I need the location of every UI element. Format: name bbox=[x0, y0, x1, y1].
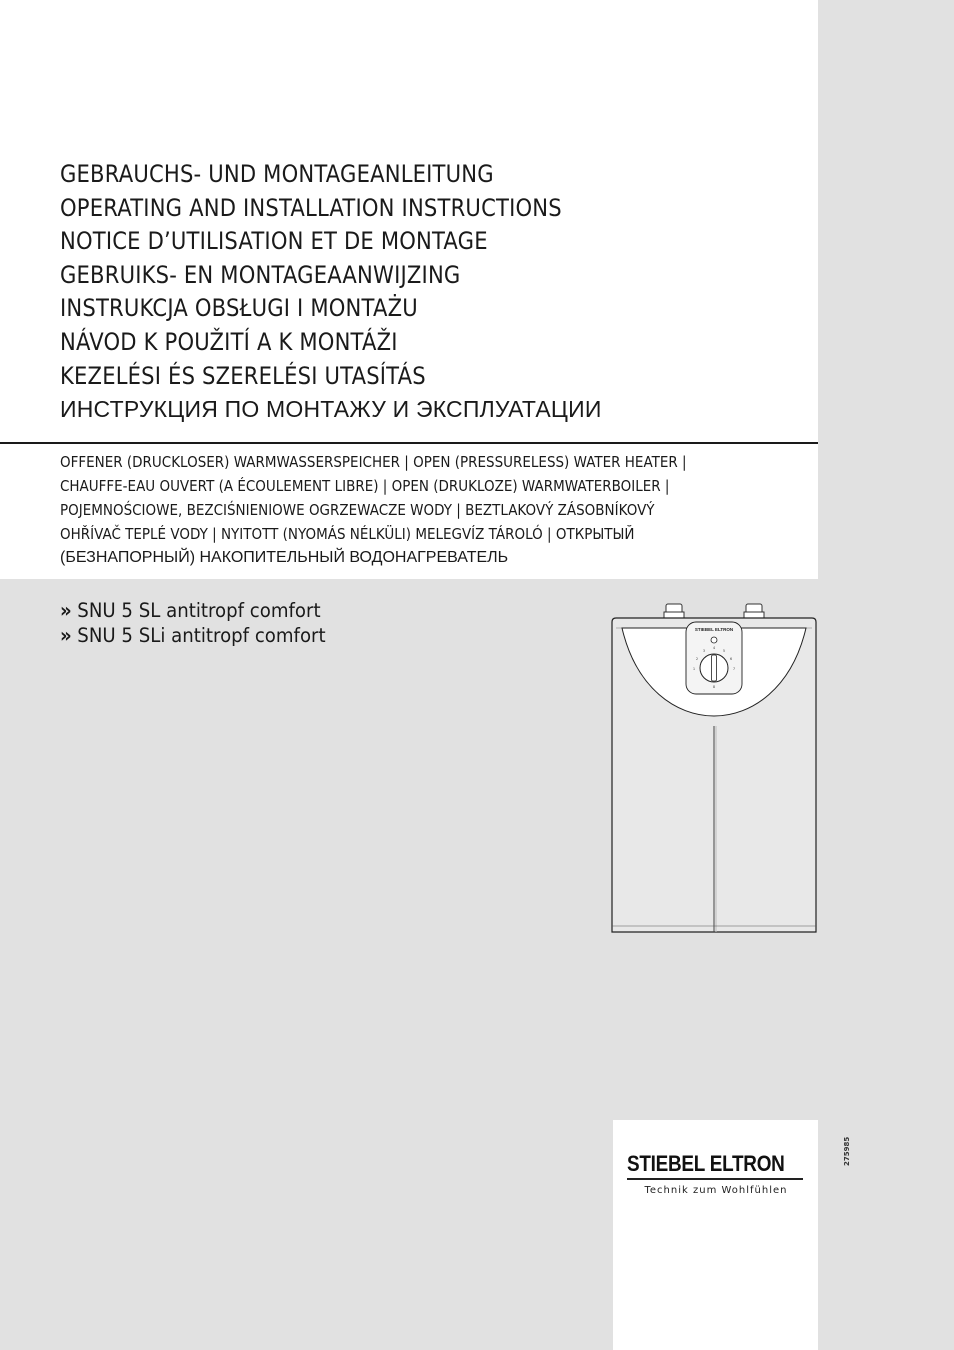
water-heater-illustration bbox=[606, 598, 822, 938]
svg-text:1: 1 bbox=[692, 667, 696, 671]
title-block bbox=[60, 158, 810, 427]
product-type-line: OFFENER (DRUCKLOSER) WARMWASSERSPEICHER | OPEN (PRESSURELESS) WATER HEATER | bbox=[60, 453, 687, 471]
document-number: 275985 bbox=[843, 1136, 851, 1166]
svg-text:7: 7 bbox=[732, 667, 736, 671]
product-type-line: CHAUFFE-EAU OUVERT (A ÉCOULEMENT LIBRE) | OPEN (DRUKLOZE) WARMWATERBOILER | bbox=[60, 477, 670, 495]
title-cs: NÁVOD K POUŽITÍ A K MONTÁŽI bbox=[60, 327, 398, 356]
pipe-connector-right bbox=[744, 604, 764, 618]
title-divider bbox=[0, 442, 818, 444]
pipe-connector-left bbox=[664, 604, 684, 618]
title-pl: INSTRUKCJA OBSŁUGI I MONTAŻU bbox=[60, 294, 418, 323]
product-type-line: POJEMNOŚCIOWE, BEZCIŚNIENIOWE OGRZEWACZE WODY | BEZTLAKOVÝ ZÁSOBNÍKOVÝ bbox=[60, 501, 655, 519]
product-type-line: (БЕЗНАПОРНЫЙ) НАКОПИТЕЛЬНЫЙ ВОДОНАГРЕВАТЕЛЬ bbox=[60, 549, 509, 566]
model-name: SNU 5 SLi antitropf comfort bbox=[77, 624, 326, 647]
chevron-marker: » bbox=[60, 599, 72, 622]
brand-logo: STIEBEL ELTRON bbox=[627, 1151, 785, 1176]
chevron-marker: » bbox=[60, 624, 72, 647]
svg-text:3: 3 bbox=[702, 649, 706, 653]
brand-tagline: Technik zum Wohlfühlen bbox=[644, 1185, 788, 1196]
panel-label: STIEBEL ELTRON bbox=[694, 627, 734, 632]
svg-text:6: 6 bbox=[729, 657, 733, 661]
svg-text:2: 2 bbox=[695, 657, 699, 661]
title-de: GEBRAUCHS- UND MONTAGEANLEITUNG bbox=[60, 160, 494, 188]
title-ru: ИНСТРУКЦИЯ ПО МОНТАЖУ И ЭКСПЛУАТАЦИИ bbox=[60, 396, 602, 423]
dial-grip bbox=[712, 655, 717, 681]
indicator-lamp bbox=[711, 637, 717, 643]
svg-text:8: 8 bbox=[712, 685, 716, 689]
model-list bbox=[60, 598, 346, 648]
svg-text:5: 5 bbox=[722, 649, 726, 653]
model-item bbox=[60, 598, 326, 623]
logo-underline bbox=[627, 1178, 803, 1180]
side-strip bbox=[818, 0, 954, 1350]
model-name: SNU 5 SL antitropf comfort bbox=[77, 599, 321, 622]
svg-text:4: 4 bbox=[712, 646, 716, 650]
title-hu: KEZELÉSI ÉS SZERELÉSI UTASÍTÁS bbox=[60, 361, 426, 390]
model-item bbox=[60, 623, 326, 648]
title-en: OPERATING AND INSTALLATION INSTRUCTIONS bbox=[60, 193, 562, 222]
product-type-line: OHŘÍVAČ TEPLÉ VODY | NYITOTT (NYOMÁS NÉLKÜLI) MELEGVÍZ TÁROLÓ | ОТКРЫТЫЙ bbox=[60, 525, 635, 543]
title-fr: NOTICE D’UTILISATION ET DE MONTAGE bbox=[60, 227, 488, 256]
product-type-block bbox=[60, 450, 820, 570]
title-nl: GEBRUIKS- EN MONTAGEAANWIJZING bbox=[60, 260, 461, 289]
